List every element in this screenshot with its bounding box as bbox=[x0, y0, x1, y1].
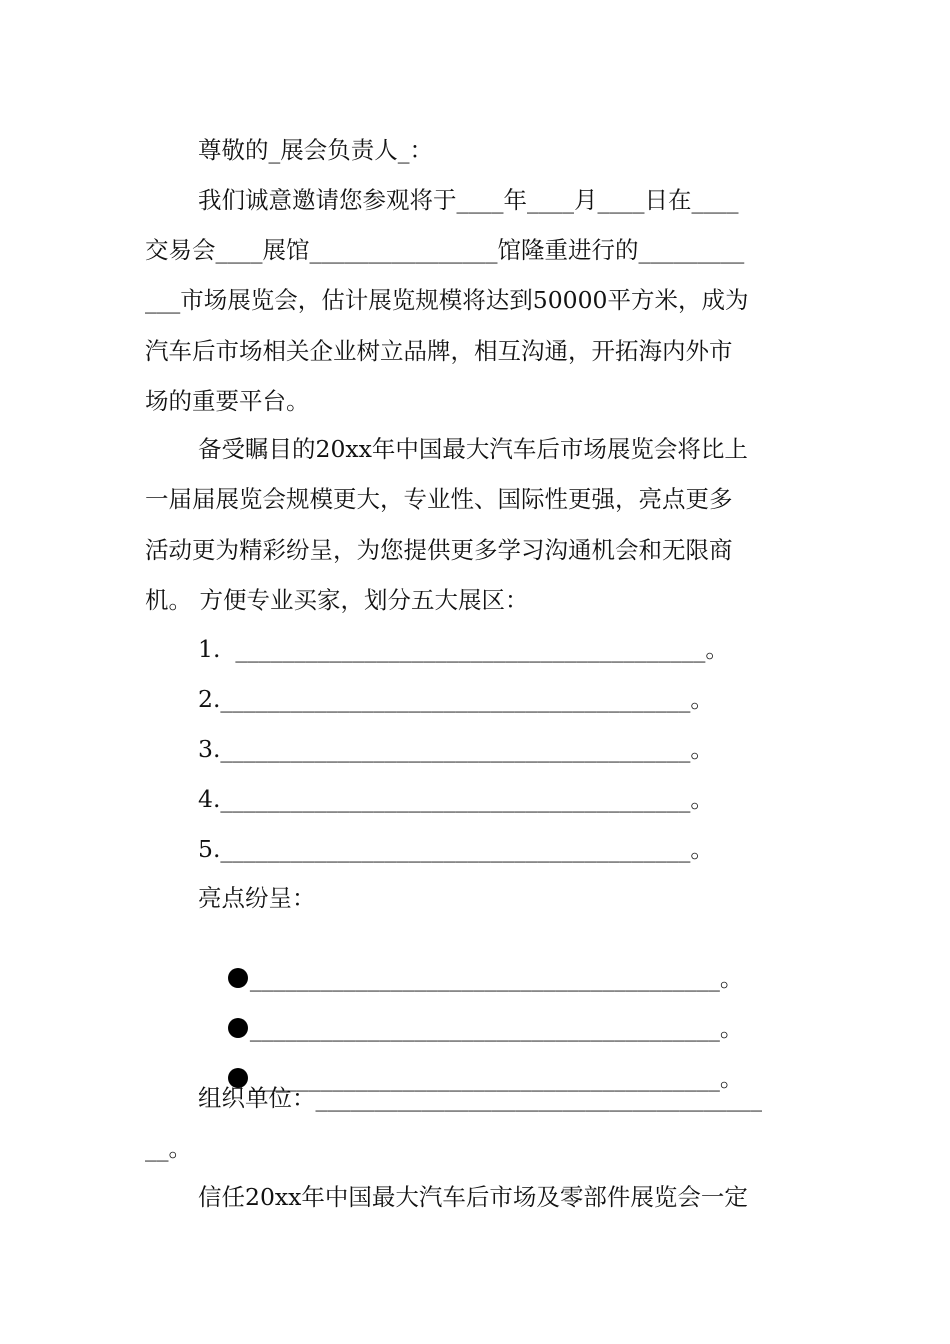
highlights-title: 亮点纷呈： bbox=[198, 884, 316, 912]
highlight-text: ________________________________________。 bbox=[249, 964, 744, 992]
zone-item-3: 3.________________________________________。 bbox=[198, 735, 714, 763]
organizer-line: 组织单位：______________________________________ bbox=[198, 1084, 762, 1112]
paragraph-1-line-4: 汽车后市场相关企业树立品牌，相互沟通，开拓海内外市 bbox=[145, 337, 733, 365]
closing-line: 信任20xx年中国最大汽车后市场及零部件展览会一定 bbox=[198, 1183, 748, 1211]
zone-item-1: 1. ________________________________________。 bbox=[198, 635, 729, 663]
paragraph-2-line-4: 机。 方便专业买家，划分五大展区： bbox=[145, 586, 529, 614]
zone-item-2: 2.________________________________________。 bbox=[198, 685, 714, 713]
paragraph-2-line-3: 活动更为精彩纷呈，为您提供更多学习沟通机会和无限商 bbox=[145, 536, 733, 564]
paragraph-1-line-1: 我们诚意邀请您参观将于____年____月____日在____ bbox=[198, 186, 739, 214]
organizer-line-continued: __。 bbox=[145, 1134, 192, 1162]
zone-item-4: 4.________________________________________。 bbox=[198, 785, 714, 813]
paragraph-1-line-3: ___市场展览会，估计展览规模将达到50000平方米，成为 bbox=[145, 286, 749, 314]
highlight-text: ________________________________________。 bbox=[249, 1064, 744, 1092]
paragraph-1-line-2: 交易会____展馆________________馆隆重进行的_________ bbox=[145, 236, 745, 264]
salutation: 尊敬的_展会负责人_： bbox=[198, 136, 433, 164]
paragraph-2-line-1: 备受瞩目的20xx年中国最大汽车后市场展览会将比上 bbox=[198, 435, 748, 463]
paragraph-1-line-5: 场的重要平台。 bbox=[145, 387, 310, 415]
highlight-text: ________________________________________。 bbox=[249, 1014, 744, 1042]
zone-item-5: 5.________________________________________。 bbox=[198, 835, 714, 863]
paragraph-2-line-2: 一届届展览会规模更大，专业性、国际性更强，亮点更多 bbox=[145, 485, 733, 513]
